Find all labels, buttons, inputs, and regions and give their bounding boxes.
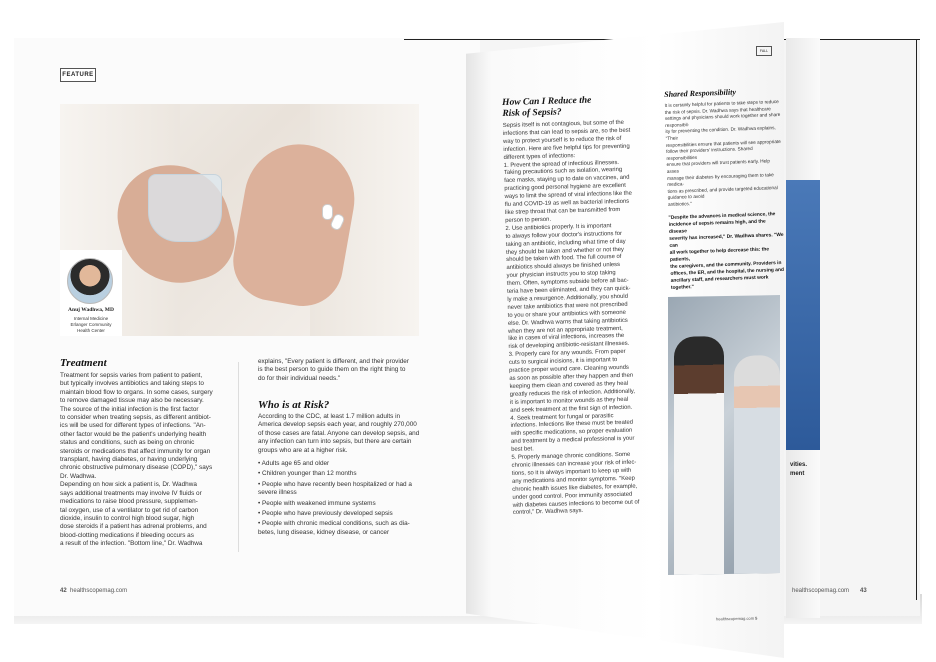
right-footer-page: 5	[755, 615, 758, 621]
pull-quote: "Despite the advances in medical science, the incidence of sepsis remains high, and the disease severity has increased," Dr. Wadhwa shares. "We can all work together to help decrease this: the patients, the caregivers, and the community. Providers in offices, the ER, and the hospital, the nursing and ancillary staff, and researchers must work together."	[668, 211, 785, 291]
shared-responsibility-sidebar	[664, 86, 787, 291]
treatment-body: Treatment for sepsis varies from patient to patient, but typically involves antibiotics and taking steps to maintain blood flow to organs. In some cases, surgery to remove damaged tissue may also be necessary. The source of the initial infection is the first factor to consider when treating sepsis, as different antibiot- ics will be used for different types of infections. "An- other factor would be the patient's underlying health status and conditions, such as being on chronic steroids or medications that affect immunity for organ transplant, having diabetes, or having underlying chronic obstructive pulmonary disease (COPD)," says Dr. Wadhwa. Depending on how sick a patient is, Dr. Wadhwa says additional treatments may involve IV fluids or medications to raise blood pressure, supplemen- tal oxygen, use of a ventilator to get rid of carbon dioxide, insulin to control high blood sugar, high dose steroids if a patient has adrenal problems, and blood-clotting medications if bleeding occurs as a result of the infection. "Bottom line," Dr. Wadhwa	[60, 372, 213, 548]
list-item: • Adults age 65 and older	[258, 460, 330, 467]
water-glass	[148, 174, 222, 242]
right-page-tag: FALL	[756, 46, 772, 56]
reduce-risk-column	[502, 94, 653, 518]
risk-heading: Who is at Risk?	[258, 399, 330, 411]
risk-body: According to the CDC, at least 1.7 million adults in America develop sepsis each year, and roughly 270,000 of those cases are fatal. Anyone can develop sepsis, and any infection can turn into sepsis, but there are certain groups who are at a higher risk.	[258, 413, 420, 454]
back-page-right-edge	[916, 40, 917, 600]
patient-figure	[734, 355, 780, 574]
reduce-risk-heading: How Can I Reduce the Risk of Sepsis?	[502, 95, 592, 119]
left-footer	[60, 588, 127, 594]
list-item: • People with chronic medical conditions, such as dia- betes, lung disease, kidney disease, or cancer	[258, 520, 410, 536]
risk-list	[258, 460, 426, 539]
list-item: • Children younger than 12 months	[258, 470, 357, 478]
author-avatar	[67, 258, 113, 304]
feature-badge: FEATURE	[60, 68, 96, 82]
right-page-footer	[716, 616, 757, 622]
right-footer-site: healthscopemag.com	[715, 615, 755, 622]
doctor-figure	[674, 336, 724, 575]
reduce-risk-body: Sepsis itself is not contagious, but some of the infections that can lead to sepsis are, so the best way to protect yourself is to reduce the risk of infection. Here are five helpful tips for preventing different types of infections: 1. Prevent the spread of infectious illnesses. Taking precautions such as isolation, wearing face masks, staying up to date on vaccines, and practicing good personal hygiene are excellent ways to limit the spread of viral infections like the flu and COVID-19 as well as bacterial infections like strep throat that can be transmitted from person to person. 2. Use antibiotics properly. It is important to always follow your doctor's instructions for taking an antibiotic, including what time of day they should be taken and whether or not they should be taken with food. The full course of antibiotics should always be finished unless your physician instructs you to stop taking them. Often, symptoms subside before all bac- teria have been eliminated, and they can quick- ly make a resurgence. Additionally, you should never take antibiotics that were not prescribed to you or share your antibiotics with someone else. Dr. Wadhwa warns that taking antibiotics when they are not an appropriate treatment, like in cases of viral infections, increases the risk of developing antibiotic-resistant illnesses. 3. Properly care for any wounds. From paper cuts to surgical incisions, it is important to practice proper wound care. Cleaning wounds as soon as possible after they happen and then keeping them clean and covered as they heal greatly reduces the risk of infection. Additionally, it is important to monitor wounds as they heal and seek treatment at the first sign of infection. 4. Seek treatment for fungal or parasitic infections. Infections like these must be treated with specific medications, so proper evaluation and treatment by a medical professional is your best bet. 5. Properly manage chronic conditions. Some chronic illnesses can increase your risk of infec- tions, so it is always important to keep up with any medications and monitor symptoms. "Keep chronic health issues like diabetes, for example, under good control. Poor immunity associated with diabetes causes infections to become out of control," Dr. Wadhwa says.	[502, 119, 640, 517]
doctor-patient-photo	[668, 295, 780, 575]
left-footer-site: healthscopemag.com	[70, 588, 128, 594]
column-divider	[238, 362, 239, 552]
author-role: Internal Medicine Erlanger Community Health Center	[70, 316, 112, 333]
author-name: Anuj Wadhwa, MD	[68, 307, 114, 313]
list-item: • People who have previously developed sepsis	[258, 510, 393, 518]
list-item: • People who have recently been hospitalized or had a severe illness	[258, 480, 412, 497]
shared-responsibility-body: It is certainly helpful for patients to take steps to reduce the risk of sepsis. Dr. Wadhwa says that healthcare settings and physicians should work together and share responsibil- ity for preventing the condition. Dr. Wadhwa explains, "Their responsibilities ensure that patients will see appropriate follow their providers' instructions. Shared responsibilities ensure that providers will trust patients early. Help asses manage their diabetes by encouraging them to take medica- tions as prescribed, and provide targeted educational guidance to avoid antibiotics."	[664, 98, 781, 207]
left-page-number: 42	[60, 588, 67, 594]
back-page-sliver-text: vities. ment	[790, 462, 808, 477]
back-page-image	[786, 180, 820, 450]
back-page-footer-number: 43	[860, 588, 867, 594]
treatment-heading: Treatment	[60, 357, 107, 369]
treatment-continuation: explains, "Every patient is different, and their provider is the best person to guide them on the right thing to do for their individual needs."	[258, 358, 409, 382]
list-item: • People with weakened immune systems	[258, 499, 376, 507]
shared-responsibility-heading: Shared Responsibility	[664, 87, 737, 99]
pill-1	[322, 204, 333, 220]
back-page-footer-site: healthscopemag.com	[792, 588, 850, 594]
